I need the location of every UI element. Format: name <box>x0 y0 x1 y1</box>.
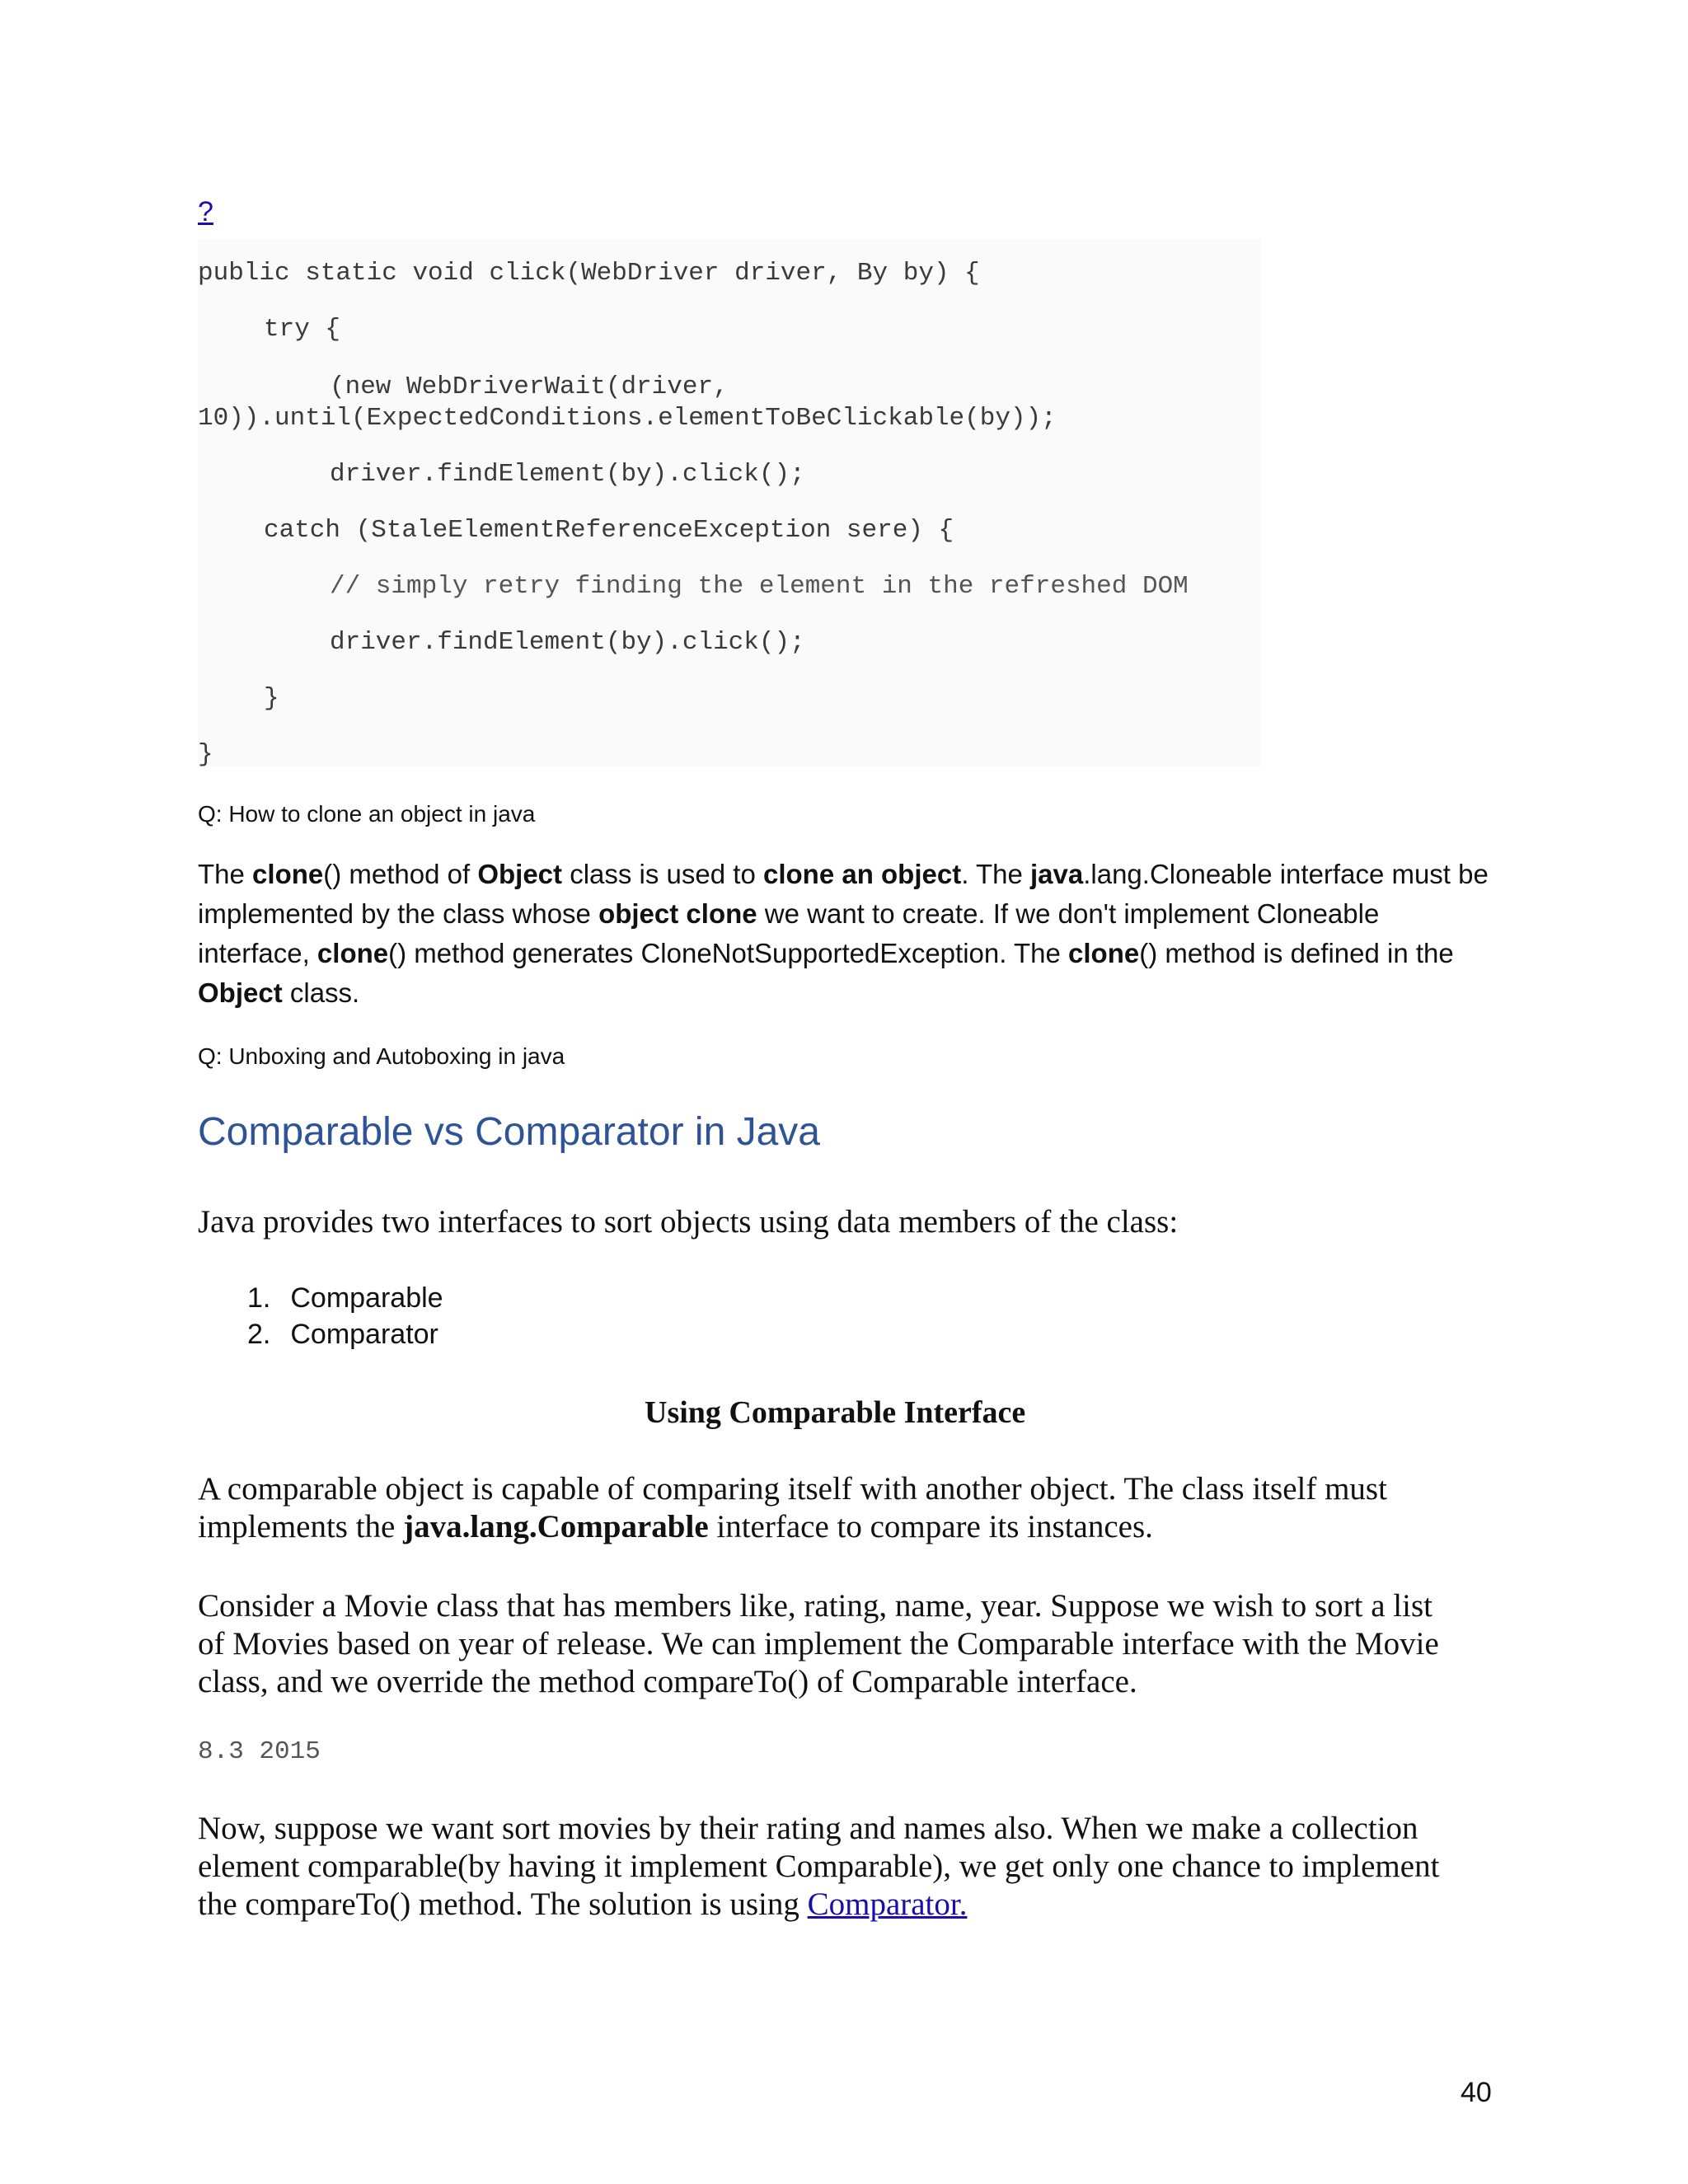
anchor-link[interactable]: ? <box>198 196 213 227</box>
code-line: public static void click(WebDriver driver, By by) { <box>198 259 980 288</box>
paragraph-line: implements the java.lang.Comparable interface to compare its instances. <box>198 1509 1153 1544</box>
code-comment: // simply retry finding the element in the refreshed DOM <box>330 572 1189 601</box>
paragraph-line: the compareTo() method. The solution is using Comparator. <box>198 1886 968 1922</box>
section-heading: Comparable vs Comparator in Java <box>198 1110 820 1154</box>
list-item: 2. Comparator <box>247 1319 438 1350</box>
clone-paragraph-line: implemented by the class whose object clone we want to create. If we don't implement Cloneable <box>198 898 1380 929</box>
subheading: Using Comparable Interface <box>645 1395 1026 1430</box>
code-line: 10)).until(ExpectedConditions.elementToBeClickable(by)); <box>198 404 1057 433</box>
paragraph-line: Consider a Movie class that has members like, rating, name, year. Suppose we wish to sort a list <box>198 1588 1432 1624</box>
code-line: driver.findElement(by).click(); <box>330 628 805 657</box>
code-line: catch (StaleElementReferenceException sere) { <box>264 516 954 545</box>
paragraph-line: class, and we override the method compareTo() of Comparable interface. <box>198 1664 1137 1699</box>
list-item: 1. Comparable <box>247 1282 443 1314</box>
question-clone: Q: How to clone an object in java <box>198 801 536 827</box>
intro-text: Java provides two interfaces to sort objects using data members of the class: <box>198 1204 1179 1240</box>
paragraph-line: element comparable(by having it implement Comparable), we get only one chance to implement <box>198 1849 1440 1884</box>
code-line: (new WebDriverWait(driver, <box>330 373 729 401</box>
code-line: } <box>264 684 279 713</box>
clone-paragraph-line: The clone() method of Object class is used to clone an object. The java.lang.Cloneable interface must be <box>198 859 1489 889</box>
code-snippet: 8.3 2015 <box>198 1737 321 1766</box>
paragraph-line: Now, suppose we want sort movies by their rating and names also. When we make a collection <box>198 1811 1418 1846</box>
code-line: driver.findElement(by).click(); <box>330 460 805 489</box>
page-number: 40 <box>1461 2077 1492 2108</box>
comparator-link[interactable]: Comparator. <box>807 1886 968 1922</box>
clone-paragraph-line: interface, clone() method generates CloneNotSupportedException. The clone() method is defined in the <box>198 938 1454 968</box>
paragraph-line: of Movies based on year of release. We can implement the Comparable interface with the Movie <box>198 1626 1439 1661</box>
code-line: } <box>198 740 213 769</box>
code-line: try { <box>264 315 341 344</box>
clone-paragraph-line: Object class. <box>198 977 360 1008</box>
question-boxing: Q: Unboxing and Autoboxing in java <box>198 1043 565 1069</box>
code-block-background <box>198 239 1261 766</box>
paragraph-line: A comparable object is capable of comparing itself with another object. The class itself must <box>198 1471 1387 1507</box>
